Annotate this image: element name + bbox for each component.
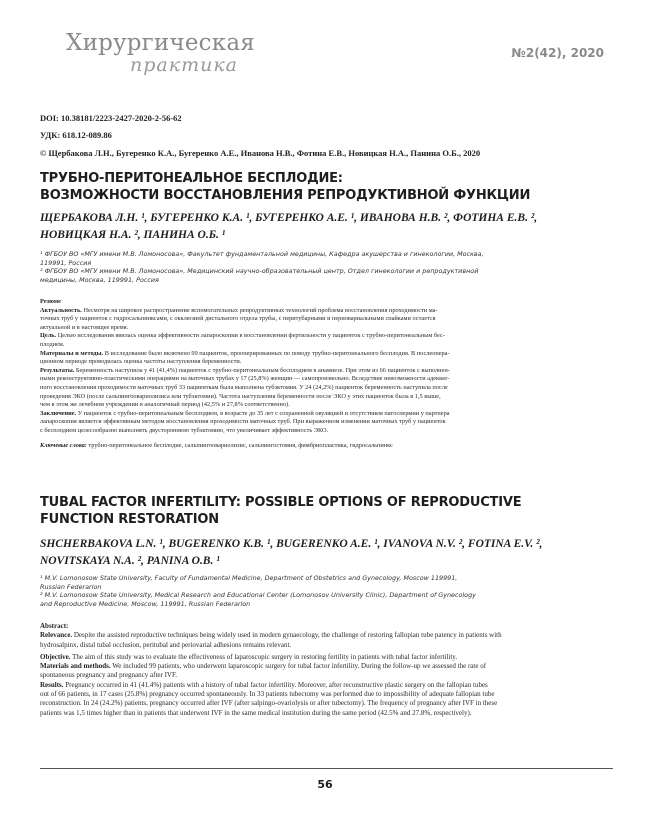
title-en-line-2: FUNCTION RESTORATION [40,512,219,527]
authors-en-line-2: NOVITSKAYA N.A. ², PANINA O.B. ¹ [40,555,220,567]
authors-en [40,536,615,570]
methods-en: Materials and methods. We included 99 patients, who underwent laparoscopic surgery for tubal factor infertility. During the follow-up we assessed the rate of [40,662,487,671]
methods-en-cont: spontaneous pregnancy and pregnancy after IVF. [40,671,178,680]
aim-ru-label: Цель. [40,332,57,340]
results-ru-label: Результаты. [40,366,75,374]
relevance-en-label: Relevance. [40,631,73,640]
relevance-en: Relevance. Despite the assisted reproductive techniques being widely used in modern gynaecology, the challenge of restoring fallopian tube patency in patients with [40,631,502,640]
keywords-ru-label: Ключевые слова: [40,441,87,449]
affil-en-line: ² M.V. Lomonosow State University, Medical Research and Educational Center (Lomonosov University Clinic), Department of Gynecology [40,591,476,600]
conclusion-ru-label: Заключение. [40,409,77,417]
conclusion-ru: Заключение. У пациенток с трубно-перитонеальным бесплодием, в возрасте до 35 лет с сохраненной овуляцией и отсутствием патоспермии у партнера [40,409,450,417]
authors-ru [40,210,615,244]
affil-en-line: ¹ M.V. Lomonosow State University, Faculty of Fundamental Medicine, Department of Obstetrics and Gynecology, Moscow 119991, [40,574,458,582]
issue-number: №2(42), 2020 [511,46,604,60]
results-en: Results. Pregnancy occurred in 41 (41.4%) patients with a history of tubal factor infertility. Moreover, after reconstructive plastic surgery on the fallopian tubes [40,680,488,689]
relevance-ru-cont: точных труб у пациенток с гидросальпинксами, с окклюзией дистального отдела трубы, с перитубарными и периовариальными спайками остается [40,315,436,323]
affil-ru-line: ¹ ФГБОУ ВО «МГУ имени М.В. Ломоносова», Факультет фундаментальной медицины, Кафедра акушерства и гинекологии, Москва, [40,250,484,258]
journal-logo [58,28,255,78]
article-title-en [40,494,620,528]
aim-ru: Цель. Целью исследования явилась оценка эффективности лапароскопии в восстановлении фертильности у пациенток с трубно-перитонеальным бес- [40,332,445,340]
results-en-label: Results. [40,680,64,689]
journal-name-main: Хирургическая [66,30,255,56]
methods-ru-cont: ционном периоде проводилась оценка частоты наступления беременности. [40,358,242,366]
conclusion-ru-cont: с бесплодием целесообразно выполнять двустороннюю тубэктомию, что увеличивает эффективность ЭКО. [40,426,329,434]
results-ru-cont: ными реконструктивно-пластическими операциями на маточных трубах у 17 (25,8%) женщин — самопроизвольно. Вследствие невозможности адекват- [40,375,450,383]
results-en-cont: reconstruction. In 24 (24.2%) patients, pregnancy occurred after IVF (after salpingo-ovariolysis or after tubectomy). The frequency of pregnancy after IVF in these [40,699,498,708]
title-en-line-1: TUBAL FACTOR INFERTILITY: POSSIBLE OPTIONS OF REPRODUCTIVE [40,495,522,510]
title-ru-line-1: ТРУБНО-ПЕРИТОНЕАЛЬНОЕ БЕСПЛОДИЕ: [40,171,343,186]
authors-en-line-1: SHCHERBAKOVA L.N. ¹, BUGERENKO K.B. ¹, BUGERENKO A.E. ¹, IVANOVA N.V. ², FOTINA E.V. ², [40,538,543,550]
journal-name-sub: практика [130,54,239,76]
results-ru-cont: чем в этом же лечебном учреждении в аналогичный период (42,5% и 27,8% соответственно). [40,401,290,409]
affiliations-en [40,574,615,608]
methods-en-label: Materials and methods. [40,662,111,671]
abstract-en-heading: Abstract: [40,622,69,630]
affil-en-line: Russian Federarion [40,582,102,591]
affil-en-line: and Reproductive Medicine, Moscow, 119991, Russian Federarion [40,599,251,608]
relevance-ru: Актуальность. Несмотря на широкое распространение вспомогательных репродуктивных технологий проблема восстановления проходимости ма- [40,306,438,314]
methods-ru-label: Материалы и методы. [40,349,104,357]
title-ru-line-2: ВОЗМОЖНОСТИ ВОССТАНОВЛЕНИЯ РЕПРОДУКТИВНОЙ ФУНКЦИИ [40,188,531,203]
results-ru: Результаты. Беременность наступила у 41 (41,4%) пациенток с трубно-перитонеальным бесплодием в анамнезе. При этом из 66 пациенток с выполнен- [40,366,450,374]
udk: УДК: 618.12-089.86 [40,130,112,140]
article-title-ru [40,170,620,204]
copyright: © Щербакова Л.Н., Бугеренко К.А., Бугеренко А.Е., Иванова Н.В., Фотина Е.В., Новицкая Н.А., Панина О.Б., 2020 [40,148,481,158]
objective-en: Objective. The aim of this study was to evaluate the effectiveness of laparoscopic surgery in restoring fertility in patients with tubal factor infertility. [40,652,458,661]
doi: DOI: 10.38181/2223-2427-2020-2-56-62 [40,113,182,123]
relevance-en-cont: hydrosalpinx, distal tubal occlusion, peritubal and periovarial adhesions remains relevant. [40,640,292,649]
footer-divider [40,768,613,769]
results-en-cont: out of 66 patients, in 17 cases (25.8%) pregnancy occurred spontaneously. In 33 patients tubectomy was performed due to impossibility of adequate fallopian tube [40,690,495,699]
results-en-cont: patients was 1,5 times higher than in patients that underwent IVF in the same medical institution during the same period (42.5% and 27.8%, respectively). [40,708,472,717]
authors-ru-line-1: ЩЕРБАКОВА Л.Н. ¹, БУГЕРЕНКО К.А. ¹, БУГЕРЕНКО А.Е. ¹, ИВАНОВА Н.В. ², ФОТИНА Е.В. ², [40,212,538,224]
aim-ru-cont: плодием. [40,340,65,348]
results-ru-cont: ного восстановления проходимости маточных труб 33 пациенткам была выполнена тубэктомия. У 24 (24,2%) пациенток беременность наступила после [40,383,448,391]
affil-ru-line: ² ФГБОУ ВО «МГУ имени М.В. Ломоносова», Медицинский научно-образовательный центр, Отдел гинекологии и репродуктивной [40,267,479,276]
keywords-ru: Ключевые слова: трубно-перитонеальное бесплодие, сальпингоовариолизис, сальпингостомия, фимбриопластика, гидросальпинкс [40,441,393,449]
relevance-ru-cont: актуальной и в настоящее время. [40,323,129,331]
conclusion-ru-cont: лапароскопия является эффективным методом восстановления проходимости маточных труб. При выраженном изменении маточных труб у пациенток [40,418,446,426]
abstract-ru-heading: Резюме [40,298,61,305]
objective-en-label: Objective. [40,652,71,661]
affil-ru-line: 119991, Россия [40,258,92,267]
affil-ru-line: медицины, Москва, 119991, Россия [40,275,159,284]
abstract-ru [40,298,615,450]
affiliations-ru [40,250,615,284]
methods-ru: Материалы и методы. В исследование было включено 99 пациенток, прооперированных по поводу трубно-перитонеального бесплодия. В послеопера- [40,349,450,357]
results-ru-cont: проведения ЭКО (после сальпингоовариолизиса или тубэктомии). Частота наступления беременности после ЭКО у этих пациенток была в 1,5 выше, [40,392,441,400]
authors-ru-line-2: НОВИЦКАЯ Н.А. ², ПАНИНА О.Б. ¹ [40,229,226,241]
relevance-ru-label: Актуальность. [40,306,82,314]
abstract-en [40,622,615,718]
page-number: 56 [317,778,333,791]
